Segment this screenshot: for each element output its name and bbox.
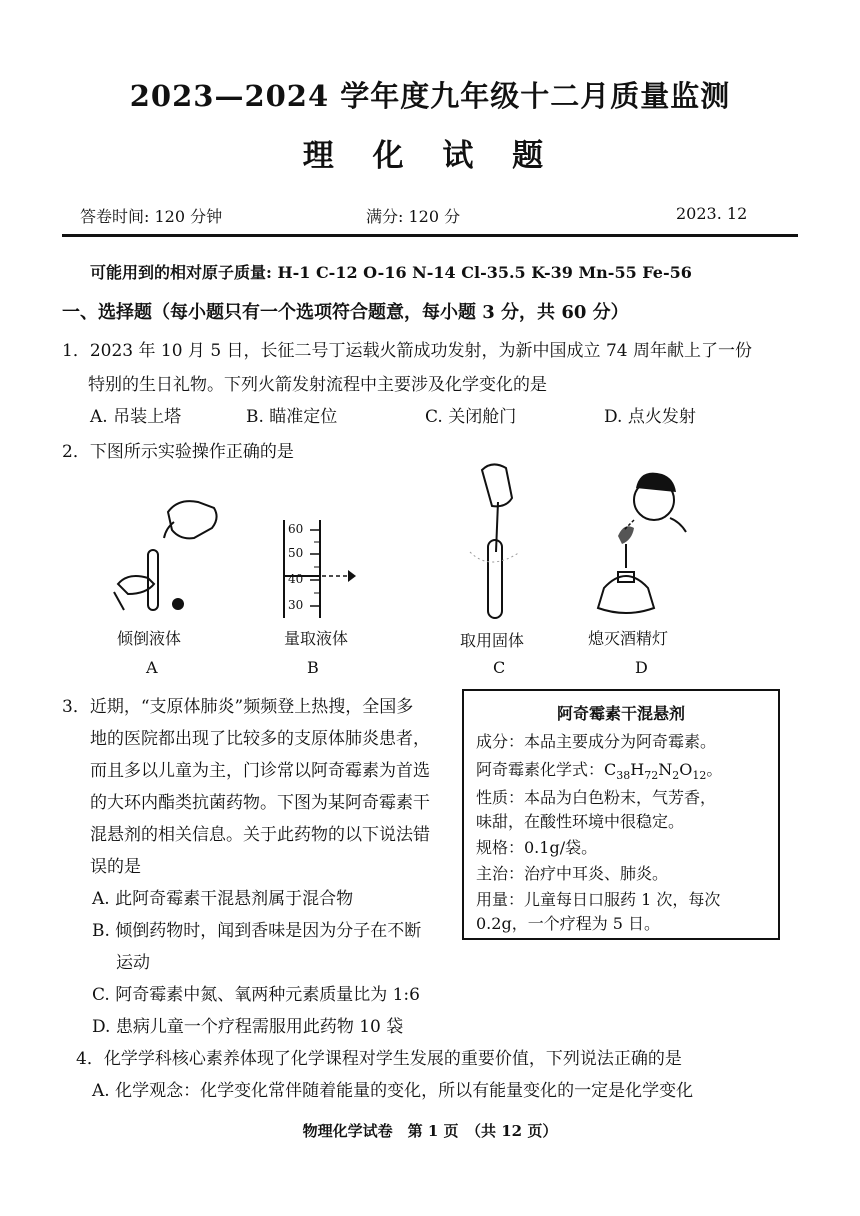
infobox-title: 阿奇霉素干混悬剂 — [556, 704, 685, 723]
exam-title: 2023—2024 学年度九年级十二月质量监测 — [129, 79, 731, 113]
infobox-property-cont: 味甜，在酸性环境中很稳定。 — [476, 812, 685, 831]
infobox-spec: 规格：0.1g/袋。 — [476, 838, 598, 857]
q4-stem: 4．化学学科核心素养体现了化学课程对学生发展的重要价值，下列说法正确的是 — [76, 1049, 682, 1069]
q3-option-b-cont: 运动 — [116, 953, 150, 973]
fig-c-caption: 取用固体 — [460, 631, 525, 650]
header-rule — [62, 234, 798, 237]
infobox-dosage-cont: 0.2g，一个疗程为 5 日。 — [476, 914, 661, 933]
tick-60: 60 — [288, 522, 304, 536]
q2-stem: 2．下图所示实验操作正确的是 — [62, 442, 294, 462]
exam-date: 2023. 12 — [676, 204, 748, 223]
tick-30: 30 — [288, 598, 304, 612]
q3-line6: 误的是 — [90, 857, 141, 877]
q1-line1: 1．2023 年 10 月 5 日，长征二号丁运载火箭成功发射，为新中国成立 74 周年献上了一份 — [62, 341, 752, 361]
q1-option-b: B. 瞄准定位 — [246, 407, 338, 427]
fig-c-letter: C — [493, 658, 506, 677]
q3-line5: 混悬剂的相关信息。关于此药物的以下说法错 — [90, 825, 430, 845]
q1-line2: 特别的生日礼物。下列火箭发射流程中主要涉及化学变化的是 — [88, 375, 547, 395]
infobox-dosage: 用量：儿童每日口服药 1 次，每次 — [476, 890, 721, 909]
test-tube-illustration — [462, 462, 532, 627]
alcohol-lamp-illustration — [590, 468, 700, 624]
page-footer: 物理化学试卷 第 1 页 （共 12 页） — [302, 1122, 558, 1140]
q1-option-a: A. 吊装上塔 — [90, 407, 182, 427]
infobox-property: 性质：本品为白色粉末，气芳香， — [476, 788, 717, 807]
q3-line1: 3．近期，“支原体肺炎”频频登上热搜，全国多 — [62, 697, 414, 717]
q3-option-c: C. 阿奇霉素中氮、氧两种元素质量比为 1:6 — [92, 985, 420, 1005]
q3-option-d: D. 患病儿童一个疗程需服用此药物 10 袋 — [92, 1017, 404, 1037]
fig-a-letter: A — [146, 658, 158, 677]
measuring-cylinder-illustration — [270, 520, 360, 620]
fig-b-letter: B — [307, 658, 319, 677]
q3-line2: 地的医院都出现了比较多的支原体肺炎患者， — [90, 729, 430, 749]
q3-option-a: A. 此阿奇霉素干混悬剂属于混合物 — [92, 889, 354, 909]
fig-a-caption: 倾倒液体 — [117, 629, 182, 648]
tick-40: 40 — [288, 572, 304, 586]
infobox-ingredient: 成分：本品主要成分为阿奇霉素。 — [476, 732, 717, 751]
exam-time: 答卷时间: 120 分钟 — [80, 207, 223, 226]
fig-b-caption: 量取液体 — [284, 629, 349, 648]
fig-d-letter: D — [635, 658, 648, 677]
q1-option-d: D. 点火发射 — [604, 407, 696, 427]
q3-option-b: B. 倾倒药物时，闻到香味是因为分子在不断 — [92, 921, 422, 941]
infobox-formula: 阿奇霉素化学式：$C_{38}H_{72}N_2O_{12}$。 — [476, 760, 723, 783]
medicine-info-box — [462, 689, 780, 940]
tick-50: 50 — [288, 546, 304, 560]
q4-option-a: A. 化学观念：化学变化常伴随着能量的变化，所以有能量变化的一定是化学变化 — [92, 1081, 694, 1101]
q3-line3: 而且多以儿童为主，门诊常以阿奇霉素为首选 — [90, 761, 430, 781]
exam-subtitle: 理 化 试 题 — [302, 138, 558, 174]
fig-d-caption: 熄灭酒精灯 — [588, 629, 669, 648]
atomic-masses: 可能用到的相对原子质量: H-1 C-12 O-16 N-14 Cl-35.5 K-39 Mn-55 Fe-56 — [90, 263, 692, 282]
section-heading: 一、选择题（每小题只有一个选项符合题意，每小题 3 分，共 60 分） — [62, 302, 629, 323]
infobox-indication: 主治：治疗中耳炎、肺炎。 — [476, 864, 669, 883]
q1-option-c: C. 关闭舱门 — [425, 407, 517, 427]
pouring-liquid-illustration — [108, 492, 218, 622]
q3-line4: 的大环内酯类抗菌药物。下图为某阿奇霉素干 — [90, 793, 430, 813]
exam-score: 满分: 120 分 — [366, 207, 461, 226]
